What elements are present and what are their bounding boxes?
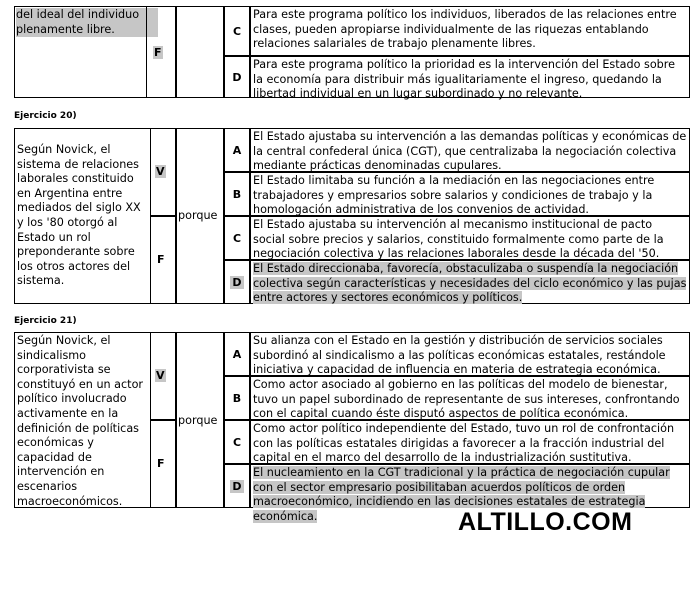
ex21-option-text-b: Como actor asociado al gobierno en las políticas del modelo de bienestar, tuvo un papel subordinado de representante de sus intereses, confrontando con el capital cuando éste disputó aspectos de política económica. xyxy=(250,376,690,420)
ex20-option-text-b: El Estado limitaba su función a la mediación en las negociaciones entre trabajadores y empresarios sobre salarios y condiciones de trabajo y la homologación administrativa de los convenios de actividad. xyxy=(250,172,690,216)
ex20-option-letter-c: C xyxy=(224,216,250,260)
top-statement-text: del ideal del individuo plenamente libre. xyxy=(16,8,158,37)
ex21-option-letter-a: A xyxy=(224,332,250,376)
ex20-option-text-c: El Estado ajustaba su intervención al mecanismo institucional de pacto social sobre precios y salarios, constituido formalmente como parte de la negociación colectiva y las relaciones laborales desde la década del '50. xyxy=(250,216,690,260)
ex21-option-text-c: Como actor político independiente del Estado, tuvo un rol de confrontación con las políticas estatales dirigidas a favorecer a la fracción industrial del capital en el marco del desarrollo de la industrialización sustitutiva. xyxy=(250,420,690,464)
ex21-f-mark: F xyxy=(157,457,165,470)
top-option-letter-d: D xyxy=(224,56,250,98)
ex21-option-letter-c: C xyxy=(224,420,250,464)
ex21-option-letter-b: B xyxy=(224,376,250,420)
ex21-porque-label: porque xyxy=(178,414,218,427)
top-mark-f: F xyxy=(154,46,162,59)
altillo-logo: ALTILLO.COM xyxy=(458,508,633,536)
exercise-20-title: Ejercicio 20) xyxy=(14,111,77,121)
ex20-option-letter-d-label: D xyxy=(232,275,242,289)
ex20-option-text-d: El Estado direccionaba, favorecía, obstaculizaba o suspendía la negociación colectiva según características y necesidades del ciclo económico y las pujas entre actores y sectores económicos y políticos. xyxy=(253,262,687,305)
ex21-v-mark: V xyxy=(156,369,165,382)
ex21-option-letter-d xyxy=(224,464,250,508)
ex21-option-letter-d-label: D xyxy=(232,479,242,493)
top-option-letter-c: C xyxy=(224,6,250,56)
ex21-option-text-d: El nucleamiento en la CGT tradicional y la práctica de negociación cupular con el sector empresario posibilitaban acuerdos políticos de orden macroeconómico, incidiendo en las decisiones estatales de estrategia económica. xyxy=(253,466,670,523)
ex20-option-letter-d xyxy=(224,260,250,304)
ex20-option-letter-a: A xyxy=(224,128,250,172)
top-gap-cell xyxy=(176,6,224,98)
ex20-option-text-a: El Estado ajustaba su intervención a las demandas políticas y económicas de la central confederal única (CGT), que centralizaba la negociación colectiva mediante prácticas denominadas cupulares. xyxy=(250,128,690,172)
ex20-f-mark: F xyxy=(157,253,165,266)
ex20-option-letter-b: B xyxy=(224,172,250,216)
top-option-text-d: Para este programa político la prioridad es la intervención del Estado sobre la economía para distribuir más igualitariamente el ingreso, quedando la libertad individual en un lugar subordinado y no relevante. xyxy=(250,56,690,98)
ex20-v-mark: V xyxy=(156,165,165,178)
exercise-21-title: Ejercicio 21) xyxy=(14,316,77,326)
top-option-text-c: Para este programa político los individuos, liberados de las relaciones entre clases, pueden apropiarse individualmente de las riquezas entablando relaciones salariales de trabajo plenamente libres. xyxy=(250,6,690,56)
ex20-statement-text: Según Novick, el sistema de relaciones laborales constituido en Argentina entre mediados del siglo XX y los '80 otorgó al Estado un rol preponderante sobre los otros actores del sistema. xyxy=(17,143,141,288)
ex21-statement-text: Según Novick, el sindicalismo corporativista se constituyó en un actor político involucrado activamente en la definición de políticas económicas y capacidad de intervención en escenarios macroeconómicos. xyxy=(17,334,144,508)
ex20-option-cell-d xyxy=(250,260,690,304)
ex21-option-text-a: Su alianza con el Estado en la gestión y distribución de servicios sociales subordinó al sindicalismo a las políticas económicas estatales, restándole iniciativa y capacidad de influencia en materia de estrategia económica. xyxy=(250,332,690,376)
ex20-porque-label: porque xyxy=(178,209,218,222)
